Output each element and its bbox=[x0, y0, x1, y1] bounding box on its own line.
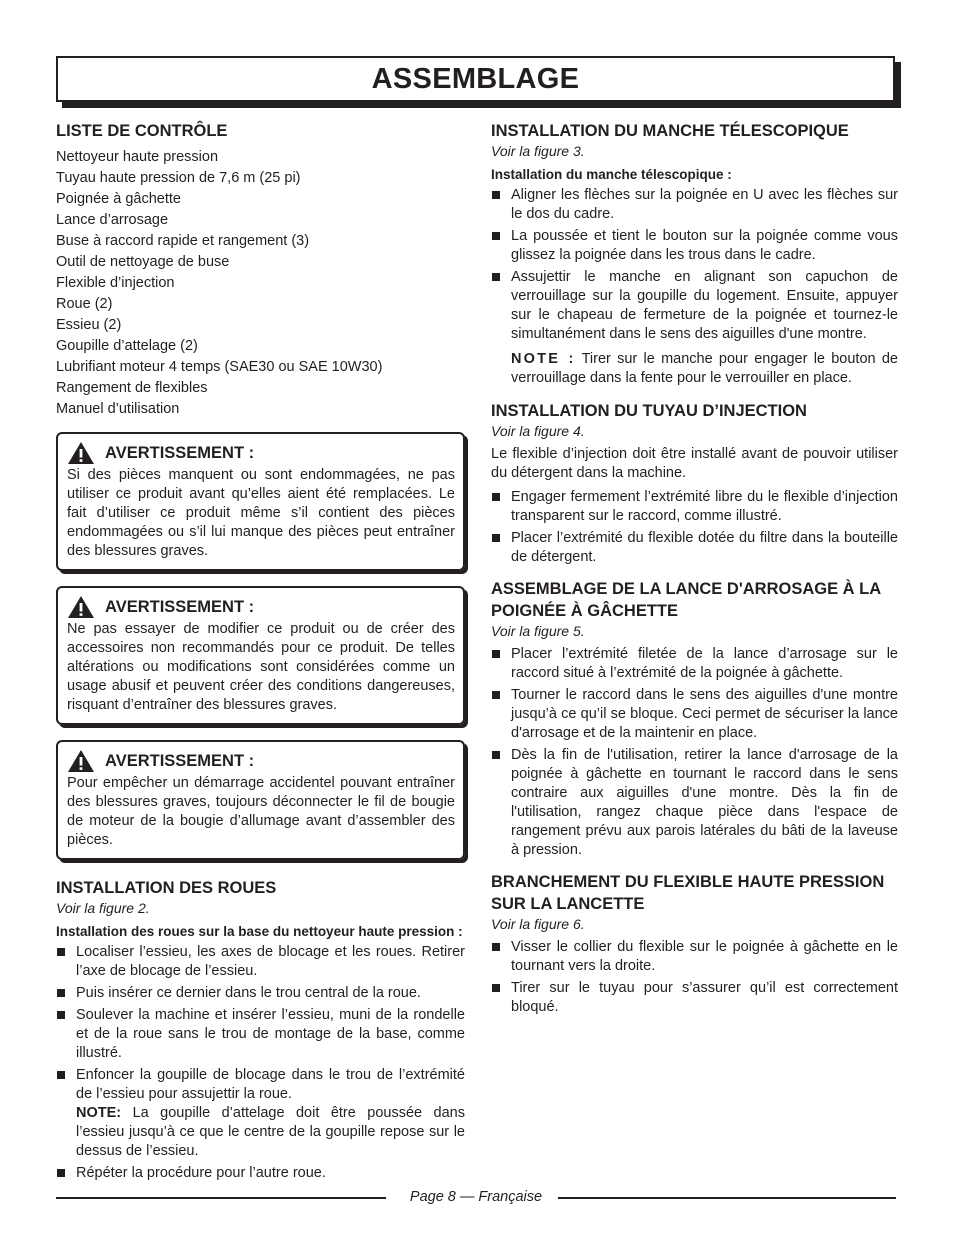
list-item: Tirer sur le tuyau pour s’assurer qu’il est correctement bloqué. bbox=[491, 979, 898, 1017]
list-item: Tourner le raccord dans le sens des aiguilles d'une montre jusqu’à ce qu’il se bloque. Ceci permet de sécuriser la lance d'arrosage et de la maintenir en place. bbox=[491, 686, 898, 743]
bullet-icon bbox=[492, 691, 500, 699]
note-label: NOTE : bbox=[511, 351, 576, 367]
warning-text: Si des pièces manquent ou sont endommagées, ne pas utiliser ce produit avant qu’elles aient été remplacées. Le fait d’utiliser ce produit même s’il contient des pièces endommagées ou s’il lui manque des pièces peut entraîner des blessures graves. bbox=[67, 467, 455, 559]
warning-heading: AVERTISSEMENT : bbox=[105, 751, 255, 770]
note-text: Tirer sur le manche pour engager le bouton de verrouillage dans la fente pour le verrouiller en place. bbox=[511, 351, 898, 386]
wand-heading: ASSEMBLAGE DE LA LANCE D'ARROSAGE À LA POIGNÉE À GÂCHETTE bbox=[491, 580, 881, 620]
warning-icon bbox=[67, 749, 95, 773]
injection-steps bbox=[491, 488, 898, 567]
warning-heading: AVERTISSEMENT : bbox=[105, 443, 255, 462]
page-footer bbox=[56, 1188, 896, 1206]
page-title: ASSEMBLAGE bbox=[371, 63, 580, 95]
list-item: Outil de nettoyage de buse bbox=[56, 254, 230, 270]
bullet-icon bbox=[57, 1011, 65, 1019]
injection-intro: Le flexible d’injection doit être installé avant de pouvoir utiliser du détergent dans la machine. bbox=[491, 446, 898, 481]
bullet-icon bbox=[492, 751, 500, 759]
warning-box bbox=[56, 432, 465, 571]
page-number: Page 8 — Française bbox=[409, 1189, 543, 1205]
list-item: Roue (2) bbox=[56, 296, 113, 312]
bullet-icon bbox=[492, 273, 500, 281]
list-item: Placer l’extrémité filetée de la lance d’arrosage sur le raccord situé à l’extrémité de la poignée à gâchette. bbox=[491, 645, 898, 683]
list-item: Buse à raccord rapide et rangement (3) bbox=[56, 233, 310, 249]
wheels-subheading: Installation des roues sur la base du nettoyeur haute pression : bbox=[56, 924, 463, 939]
list-item: Dès la fin de l'utilisation, retirer la lance d'arrosage de la poignée à gâchette en tournant le raccord dans le sens contraire aux aiguilles d'une montre. Dès la fin de l'utilisation, rangez chaque pièce dans l'espace de rangement prévu aux parois latérales du bâti de la laveuse à pression. bbox=[491, 746, 898, 860]
list-item: Lubrifiant moteur 4 temps (SAE30 ou SAE 10W30) bbox=[56, 359, 383, 375]
list-item: Aligner les flèches sur la poignée en U avec les flèches sur le dos du cadre. bbox=[491, 186, 898, 224]
list-item: Engager fermement l’extrémité libre du le flexible d’injection transparent sur le raccord, comme illustré. bbox=[491, 488, 898, 526]
list-item: Puis insérer ce dernier dans le trou central de la roue. bbox=[56, 984, 465, 1003]
bullet-icon bbox=[57, 1169, 65, 1177]
figure-reference: Voir la figure 5. bbox=[491, 623, 585, 639]
list-item: Nettoyeur haute pression bbox=[56, 149, 219, 165]
list-item: Répéter la procédure pour l’autre roue. bbox=[56, 1164, 465, 1183]
list-item: La poussée et tient le bouton sur la poignée comme vous glissez la poignée dans les trous dans le cadre. bbox=[491, 227, 898, 265]
bullet-icon bbox=[492, 650, 500, 658]
figure-reference: Voir la figure 4. bbox=[491, 423, 585, 439]
list-item: Manuel d’utilisation bbox=[56, 401, 180, 417]
left-column bbox=[56, 120, 465, 1186]
checklist-heading: LISTE DE CONTRÔLE bbox=[56, 122, 228, 140]
bullet-icon bbox=[492, 943, 500, 951]
bullet-icon bbox=[492, 191, 500, 199]
warning-text: Pour empêcher un démarrage accidentel pouvant entraîner des blessures graves, toujours déconnecter le fil de bougie de moteur de la bougie d’allumage avant d’assembler des pièces. bbox=[67, 775, 455, 848]
warning-box bbox=[56, 586, 465, 725]
figure-reference: Voir la figure 3. bbox=[491, 143, 585, 159]
handle-steps bbox=[491, 186, 898, 388]
bullet-icon bbox=[57, 989, 65, 997]
injection-heading: INSTALLATION DU TUYAU D’INJECTION bbox=[491, 402, 807, 420]
list-item: Essieu (2) bbox=[56, 317, 122, 333]
hose-steps bbox=[491, 938, 898, 1017]
list-item: Rangement de flexibles bbox=[56, 380, 208, 396]
checklist bbox=[56, 147, 465, 420]
footer-rule bbox=[558, 1197, 896, 1199]
bullet-icon bbox=[492, 984, 500, 992]
wheels-steps bbox=[56, 943, 465, 1183]
list-item: Tuyau haute pression de 7,6 m (25 pi) bbox=[56, 170, 301, 186]
list-item: Flexible d’injection bbox=[56, 275, 175, 291]
figure-reference: Voir la figure 6. bbox=[491, 916, 585, 932]
bullet-icon bbox=[492, 232, 500, 240]
warning-box bbox=[56, 740, 465, 860]
wheels-heading: INSTALLATION DES ROUES bbox=[56, 879, 277, 897]
bullet-icon bbox=[492, 534, 500, 542]
hose-heading: BRANCHEMENT DU FLEXIBLE HAUTE PRESSION SUR LA LANCETTE bbox=[491, 873, 885, 913]
list-item: Localiser l’essieu, les axes de blocage et les roues. Retirer l’axe de blocage de l’essieu. bbox=[56, 943, 465, 981]
warning-text: Ne pas essayer de modifier ce produit ou de créer des accessoires non recommandés pour ce produit. De telles altérations ou modifications sont considérées comme un usage abusif et peuvent créer des conditions dangereuses, risquant d’entraîner des blessures graves. bbox=[67, 621, 455, 713]
bullet-icon bbox=[57, 948, 65, 956]
list-item: Soulever la machine et insérer l’essieu, muni de la rondelle et de la roue sans le trou de montage de la base, comme illustré. bbox=[56, 1006, 465, 1063]
bullet-icon bbox=[492, 493, 500, 501]
warning-heading: AVERTISSEMENT : bbox=[105, 597, 255, 616]
list-item: Visser le collier du flexible sur le poignée à gâchette en le tournant vers la droite. bbox=[491, 938, 898, 976]
wand-steps bbox=[491, 645, 898, 860]
handle-heading: INSTALLATION DU MANCHE TÉLESCOPIQUE bbox=[491, 122, 849, 140]
list-item: Poignée à gâchette bbox=[56, 191, 181, 207]
list-item: Enfoncer la goupille de blocage dans le trou de l’extrémité de l’essieu pour assujettir la roue. NOTE: La goupille d’attelage doit être poussée dans l’essieu jusqu’à ce que le centre de la goupille repose sur le dessus de l’essieu. bbox=[56, 1066, 465, 1161]
figure-reference: Voir la figure 2. bbox=[56, 900, 150, 916]
list-item: Assujettir le manche en alignant son capuchon de verrouillage sur la goupille du logement. Ensuite, appuyer sur le chapeau de fermeture de la poignée et tournez-le simultanément dans le sens des aiguilles d'une montre. NOTE : Tirer sur le manche pour engager le bouton de verrouillage dans la fente pour le verrouiller en place. bbox=[491, 268, 898, 388]
note-label: NOTE: bbox=[76, 1105, 122, 1121]
handle-subheading: Installation du manche télescopique : bbox=[491, 167, 732, 182]
footer-rule bbox=[56, 1197, 386, 1199]
list-item: Placer l’extrémité du flexible dotée du filtre dans la bouteille de détergent. bbox=[491, 529, 898, 567]
right-column bbox=[491, 120, 898, 1020]
note-text: La goupille d’attelage doit être poussée dans l’essieu jusqu’à ce que le centre de la goupille repose sur le dessus de l’essieu. bbox=[76, 1105, 465, 1159]
warning-icon bbox=[67, 441, 95, 465]
warning-icon bbox=[67, 595, 95, 619]
bullet-icon bbox=[57, 1071, 65, 1079]
list-item: Lance d’arrosage bbox=[56, 212, 169, 228]
title-banner bbox=[56, 56, 895, 102]
list-item: Goupille d’attelage (2) bbox=[56, 338, 198, 354]
